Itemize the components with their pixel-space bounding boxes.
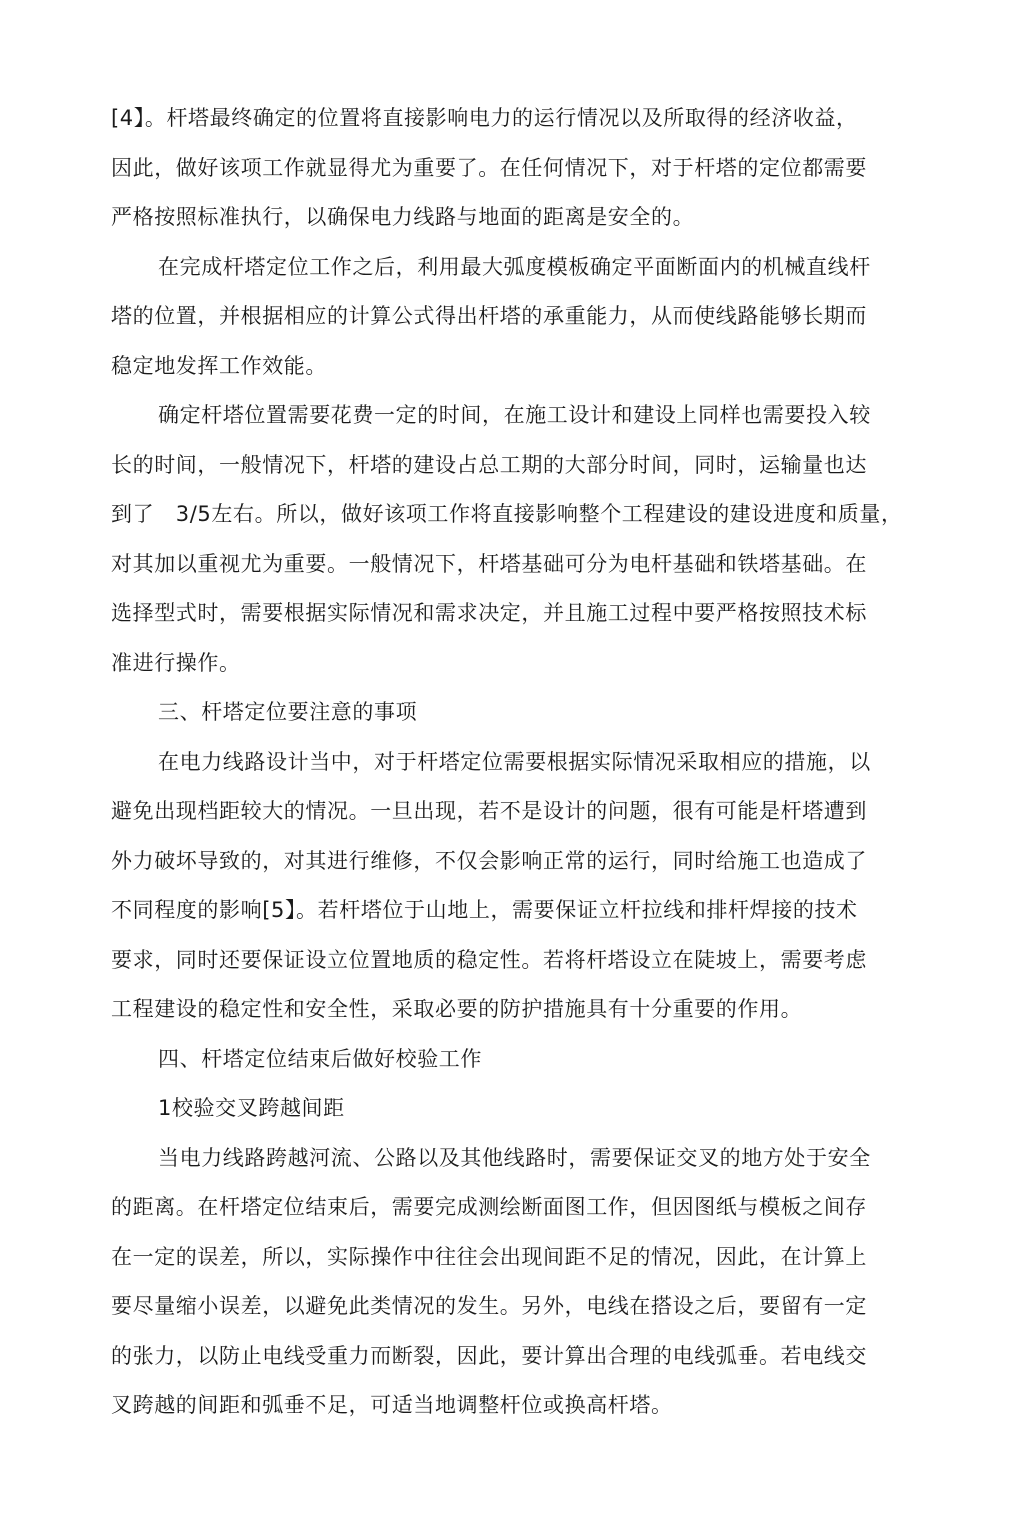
text-line: 要尽量缩小误差，以避免此类情况的发生。另外，电线在搭设之后，要留有一定 <box>111 1294 867 1318</box>
text-line: 四、杆塔定位结束后做好校验工作 <box>158 1047 482 1071</box>
text-line: 在一定的误差，所以，实际操作中往往会出现间距不足的情况，因此，在计算上 <box>111 1245 867 1269</box>
text-line: 当电力线路跨越河流、公路以及其他线路时，需要保证交叉的地方处于安全 <box>158 1146 871 1170</box>
text-line: 要求，同时还要保证设立位置地质的稳定性。若将杆塔设立在陡坡上，需要考虑 <box>111 948 867 972</box>
text-line: 的距离。在杆塔定位结束后，需要完成测绘断面图工作，但因图纸与模板之间存 <box>111 1195 867 1219</box>
text-line: 工程建设的稳定性和安全性，采取必要的防护措施具有十分重要的作用。 <box>111 997 803 1021</box>
text-line: 的张力，以防止电线受重力而断裂，因此，要计算出合理的电线弧垂。若电线交 <box>111 1344 867 1368</box>
text-line: 1校验交叉跨越间距 <box>158 1096 345 1120</box>
text-line: 确定杆塔位置需要花费一定的时间，在施工设计和建设上同样也需要投入较 <box>158 403 871 427</box>
text-line: 避免出现档距较大的情况。一旦出现，若不是设计的问题，很有可能是杆塔遭到 <box>111 799 867 823</box>
text-line: 稳定地发挥工作效能。 <box>111 354 327 378</box>
text-line: 准进行操作。 <box>111 651 241 675</box>
text-line: 到了 3/5左右。所以，做好该项工作将直接影响整个工程建设的建设进度和质量， <box>111 502 903 526</box>
text-line: 不同程度的影响[5】。若杆塔位于山地上，需要保证立杆拉线和排杆焊接的技术 <box>111 898 858 922</box>
text-line: [4】。杆塔最终确定的位置将直接影响电力的运行情况以及所取得的经济收益， <box>111 106 858 130</box>
text-line: 因此，做好该项工作就显得尤为重要了。在任何情况下，对于杆塔的定位都需要 <box>111 156 867 180</box>
text-line: 塔的位置，并根据相应的计算公式得出杆塔的承重能力，从而使线路能够长期而 <box>111 304 867 328</box>
text-line: 外力破坏导致的，对其进行维修，不仅会影响正常的运行，同时给施工也造成了 <box>111 849 867 873</box>
text-line: 对其加以重视尤为重要。一般情况下，杆塔基础可分为电杆基础和铁塔基础。在 <box>111 552 867 576</box>
text-line: 长的时间，一般情况下，杆塔的建设占总工期的大部分时间，同时，运输量也达 <box>111 453 867 477</box>
text-line: 在完成杆塔定位工作之后，利用最大弧度模板确定平面断面内的机械直线杆 <box>158 255 871 279</box>
text-line: 三、杆塔定位要注意的事项 <box>158 700 418 724</box>
text-line: 严格按照标准执行，以确保电力线路与地面的距离是安全的。 <box>111 205 695 229</box>
text-line: 选择型式时，需要根据实际情况和需求决定，并且施工过程中要严格按照技术标 <box>111 601 867 625</box>
text-line: 叉跨越的间距和弧垂不足，可适当地调整杆位或换高杆塔。 <box>111 1393 673 1417</box>
text-line: 在电力线路设计当中，对于杆塔定位需要根据实际情况采取相应的措施，以 <box>158 750 871 774</box>
